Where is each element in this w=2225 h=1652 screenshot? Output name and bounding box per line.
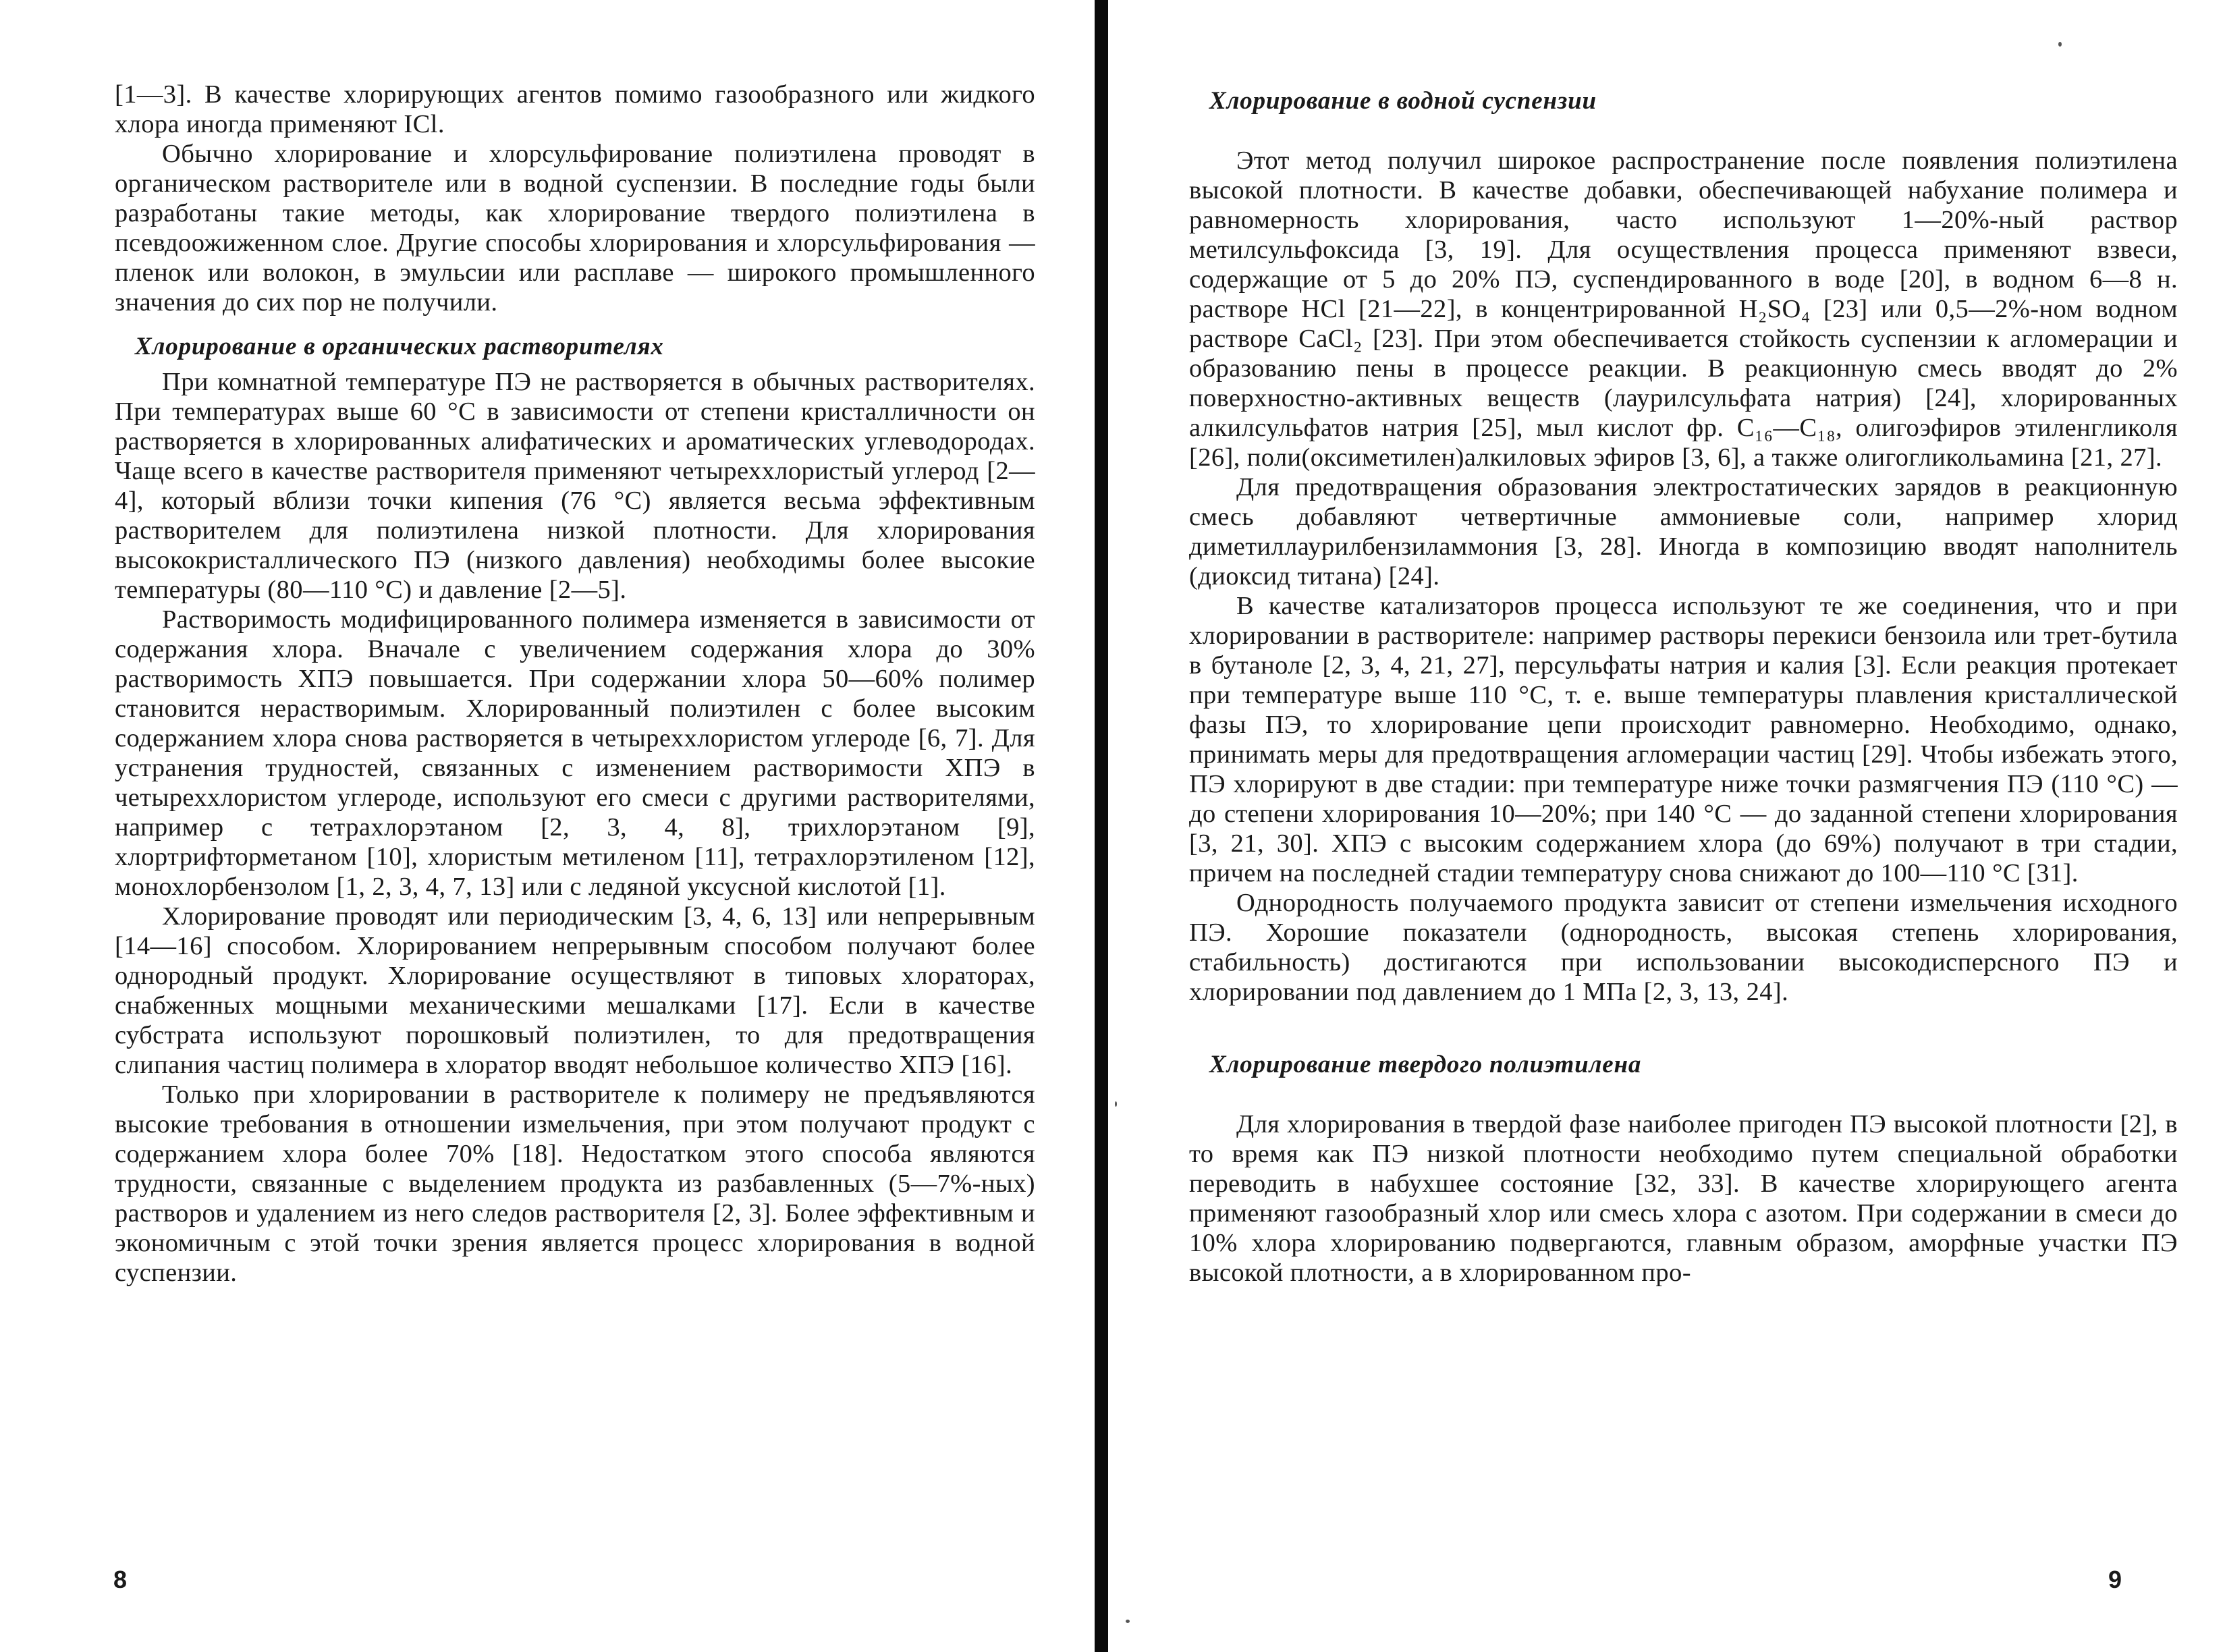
paragraph: Для хлорирования в твердой фазе наиболее пригоден ПЭ высокой плотности [2], в то время как ПЭ низкой плотности необходимо путем специальной обработки переводить в набухшее состояние [32, 33]. В качестве хлорирующего агента применяют газообразный хлор или смесь хлора с азотом. При содержании в смеси до 10% хлора хлорированию подвергаются, главным образом, аморфные участки ПЭ высокой плотности, а в хлорированном про- [1189,1110,2178,1287]
paragraph: При комнатной температуре ПЭ не растворяется в обычных растворителях. При температурах выше 60 °C в зависимости от степени кристалличности он растворяется в хлорированных алифатических и ароматических углеводородах. Чаще всего в качестве растворителя применяют четыреххлористый углерод [2—4], который вблизи точки кипения (76 °C) является весьма эффективным растворителем для полиэтилена низкой плотности. Для хлорирования высококристаллического ПЭ (низкого давления) необходимы более высокие температуры (80—110 °C) и давление [2—5]. [115,368,1035,604]
scan-speck [1126,1620,1130,1623]
paragraph: В качестве катализаторов процесса используют те же соединения, что и при хлорировании в растворителе: например растворы перекиси бензоила или трет-бутила в бутаноле [2, 3, 4, 21, 27], персульфаты натрия и калия [3]. Если реакция протекает при температуре выше 110 °C, т. е. выше температуры плавления кристаллической фазы ПЭ, то хлорирование цепи происходит равномерно. Необходимо, однако, принимать меры для предотвращения агломерации частиц [29]. Чтобы избежать этого, ПЭ хлорируют в две стадии: при температуре ниже точки размягчения ПЭ (110 °C) — до степени хлорирования 10—20%; при 140 °C — до заданной степени хлорирования [3, 21, 30]. ХПЭ с высоким содержанием хлора (до 69%) получают в три стадии, причем на последней стадии температуру снова снижают до 100—110 °C [31]. [1189,592,2178,887]
scan-speck [2058,42,2062,47]
book-spine-gutter [1095,0,1108,1652]
section-heading: Хлорирование твердого полиэтилена [1209,1051,1642,1078]
right-page [1108,0,2225,1652]
page-number: 8 [113,1566,128,1593]
paragraph: Растворимость модифицированного полимера изменяется в зависимости от содержания хлора. Вначале с увеличением содержания хлора до 30% растворимость ХПЭ повышается. При содержании хлора 50—60% полимер становится нерастворимым. Хлорированный полиэтилен с более высоким содержанием хлора снова растворяется в четыреххлористом углероде [6, 7]. Для устранения трудностей, связанных с изменением растворимости ХПЭ в четыреххлористом углероде, используют его смеси с другими растворителями, например с тетрахлорэтаном [2, 3, 4, 8], трихлорэтаном [9], хлортрифторметаном [10], хлористым метиленом [11], тетрахлорэтиленом [12], монохлорбензолом [1, 2, 3, 4, 7, 13] или с ледяной уксусной кислотой [1]. [115,605,1035,901]
paragraph: [1—3]. В качестве хлорирующих агентов помимо газообразного или жидкого хлора иногда применяют ICl. [115,80,1035,138]
section-heading: Хлорирование в водной суспензии [1209,87,1597,115]
scan-speck [1115,1101,1117,1107]
paragraph: Однородность получаемого продукта зависит от степени измельчения исходного ПЭ. Хорошие показатели (однородность, высокая степень хлорирования, стабильность) достигаются при использовании высокодисперсного ПЭ и хлорировании под давлением до 1 МПа [2, 3, 13, 24]. [1189,889,2178,1006]
page-number: 9 [2108,1566,2122,1593]
left-page [0,0,1095,1652]
paragraph: Этот метод получил широкое распространение после появления полиэтилена высокой плотности. В качестве добавки, обеспечивающей набухание полимера и равномерность хлорирования, часто используют 1—20%-ный раствор метилсульфоксида [3, 19]. Для осуществления процесса применяют взвеси, содержащие от 5 до 20% ПЭ, суспендированного в воде [20], в водном 6—8 н. растворе HCl [21—22], в концентрированной H₂SO₄ [23] или 0,5—2%-ном водном растворе CaCl₂ [23]. При этом обеспечивается стойкость суспензии к агломерации и образованию пены в процессе реакции. В реакционную смесь вводят до 2% поверхностно-активных веществ (лаурилсульфата натрия) [24], хлорированных алкилсульфатов натрия [25], мыл кислот фр. C₁₆—C₁₈, олигоэфиров этиленгликоля [26], поли(оксиметилен)алкиловых эфиров [3, 6], а также олигогликольамина [21, 27]. [1189,146,2178,472]
paragraph: Для предотвращения образования электростатических зарядов в реакционную смесь добавляют четвертичные аммониевые соли, например хлорид диметиллаурилбензиламмония [3, 28]. Иногда в композицию вводят наполнитель (диоксид титана) [24]. [1189,473,2178,590]
paragraph: Хлорирование проводят или периодическим [3, 4, 6, 13] или непрерывным [14—16] способом. Хлорированием непрерывным способом получают более однородный продукт. Хлорирование осуществляют в типовых хлораторах, снабженных мощными механическими мешалками [17]. Если в качестве субстрата используют порошковый полиэтилен, то для предотвращения слипания частиц полимера в хлоратор вводят небольшое количество ХПЭ [16]. [115,902,1035,1079]
paragraph: Обычно хлорирование и хлорсульфирование полиэтилена проводят в органическом растворителе или в водной суспензии. В последние годы были разработаны такие методы, как хлорирование твердого полиэтилена в псевдоожиженном слое. Другие способы хлорирования и хлорсульфирования — пленок или волокон, в эмульсии или расплаве — широкого промышленного значения до сих пор не получили. [115,140,1035,316]
paragraph: Только при хлорировании в растворителе к полимеру не предъявляются высокие требования в отношении измельчения, при этом получают продукт с содержанием хлора более 70% [18]. Недостатком этого способа являются трудности, связанные с выделением продукта из разбавленных (5—7%-ных) растворов и удалением из него следов растворителя [2, 3]. Более эффективным и экономичным с этой точки зрения является процесс хлорирования в водной суспензии. [115,1080,1035,1287]
section-heading: Хлорирование в органических растворителях [135,333,664,360]
